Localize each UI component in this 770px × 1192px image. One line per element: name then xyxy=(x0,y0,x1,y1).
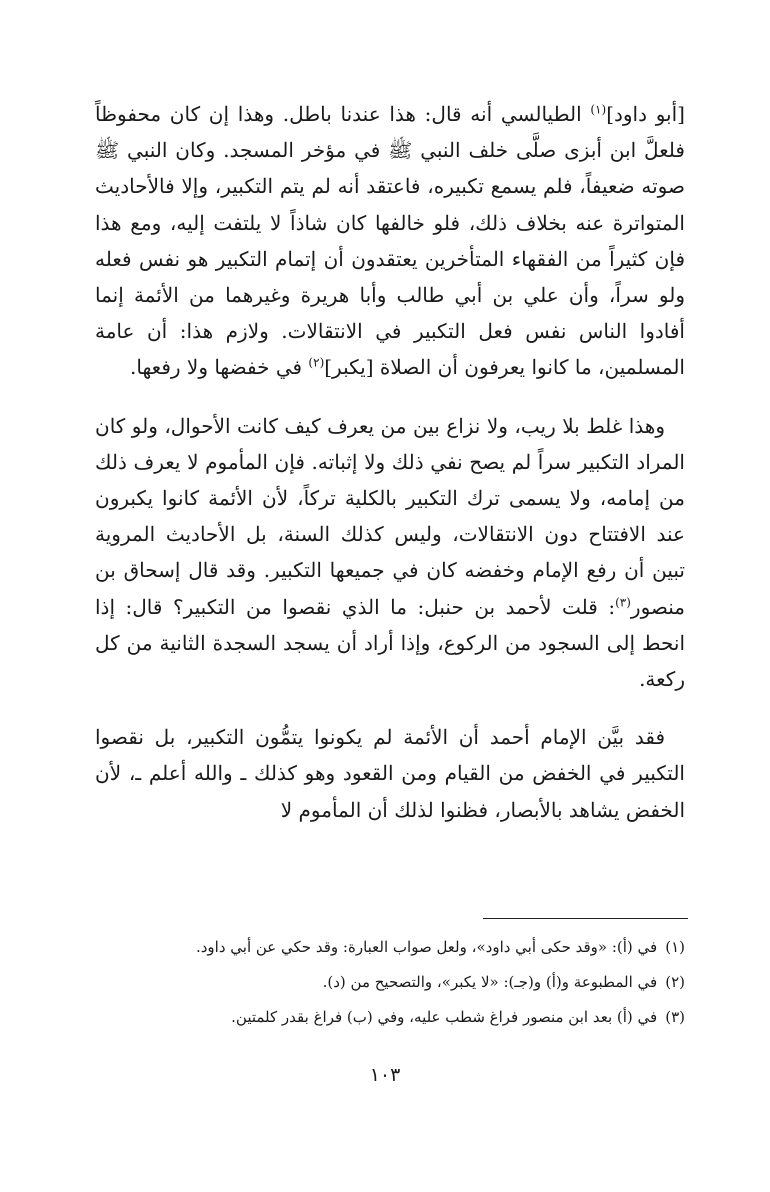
text-segment: الطيالسي أنه قال: هذا عندنا باطل. وهذا إن كان محفوظاً فلعلَّ ابن أبزى صلَّى خلف النبي ﷺ في مؤخر المسجد. وكان النبي ﷺ صوته ضعيفاً، فلم يسمع تكبيره، فاعتقد أنه لم يتم التكبير، وإلا فالأحاديث المتواترة عنه بخلاف ذلك، فلو خالفها كان شاذاً لا يلتفت إليه، ومع هذا فإن كثيراً من الفقهاء المتأخرين يعتقدون أن إتمام التكبير هو نفس فعله ولو سراً، وأن علي بن أبي طالب وأبا هريرة وغيرهما من الأئمة إنما أفادوا الناس نفس فعل التكبير في الانتقالات. ولازم هذا: أن عامة المسلمين، ما كانوا يعرفون أن الصلاة [يكبر] xyxy=(95,102,685,380)
footnote-divider xyxy=(483,918,688,919)
footnote-3 xyxy=(95,1000,685,1035)
footnote-number: (٢) xyxy=(665,973,685,991)
footnotes xyxy=(95,930,685,1035)
footnote-text: في (أ) بعد ابن منصور فراغ شطب عليه، وفي (ب) فراغ بقدر كلمتين. xyxy=(231,1008,658,1026)
text-segment: وهذا غلط بلا ريب، ولا نزاع بين من يعرف كيف كانت الأحوال، ولو كان المراد التكبير سراً لم يصح نفي ذلك ولا إثباته. فإن المأموم لا يعرف ذلك من إمامه، ولا يسمى ترك التكبير بالكلية تركاً، لأن الأئمة كانوا يكبرون عند الافتتاح دون الانتقالات، وليس كذلك السنة، بل الأحاديث المروية تبين أن رفع الإمام وخفضه كان في جميعها التكبير. وقد قال إسحاق بن منصور xyxy=(95,413,685,619)
footnote-ref-3: (٣) xyxy=(615,594,631,609)
footnote-text: في المطبوعة و(أ) و(جـ): «لا يكبر»، والتصحيح من (د). xyxy=(322,973,658,991)
footnote-1 xyxy=(95,930,685,965)
footnote-text: في (أ): «وقد حكى أبي داود»، ولعل صواب العبارة: وقد حكي عن أبي داود. xyxy=(195,938,658,956)
footnote-number: (١) xyxy=(665,938,685,956)
paragraph-3 xyxy=(95,719,685,828)
footnote-number: (٣) xyxy=(665,1008,685,1026)
text-segment: فقد بيَّن الإمام أحمد أن الأئمة لم يكونوا يتمُّون التكبير، بل نقصوا التكبير في الخفض من القيام ومن القعود وهو كذلك ـ والله أعلم ـ، لأن الخفض يشاهد بالأبصار، فظنوا لذلك أن المأموم لا xyxy=(95,725,685,822)
text-segment: : قلت لأحمد بن حنبل: ما الذي نقصوا من التكبير؟ قال: إذا انحط إلى السجود من الركوع، وإذا أراد أن يسجد السجدة الثانية من كل ركعة. xyxy=(95,594,685,692)
footnote-2 xyxy=(95,965,685,1000)
text-segment: [أبو داود] xyxy=(606,102,685,126)
text-segment: في خفضها ولا رفعها. xyxy=(130,355,309,380)
paragraph-1 xyxy=(95,96,685,386)
paragraph-2 xyxy=(95,408,685,698)
page-number: ١٠٣ xyxy=(369,1064,401,1086)
footnote-ref-2: (٢) xyxy=(308,355,325,370)
footnote-ref-1: (١) xyxy=(590,102,607,117)
main-text xyxy=(95,96,685,828)
